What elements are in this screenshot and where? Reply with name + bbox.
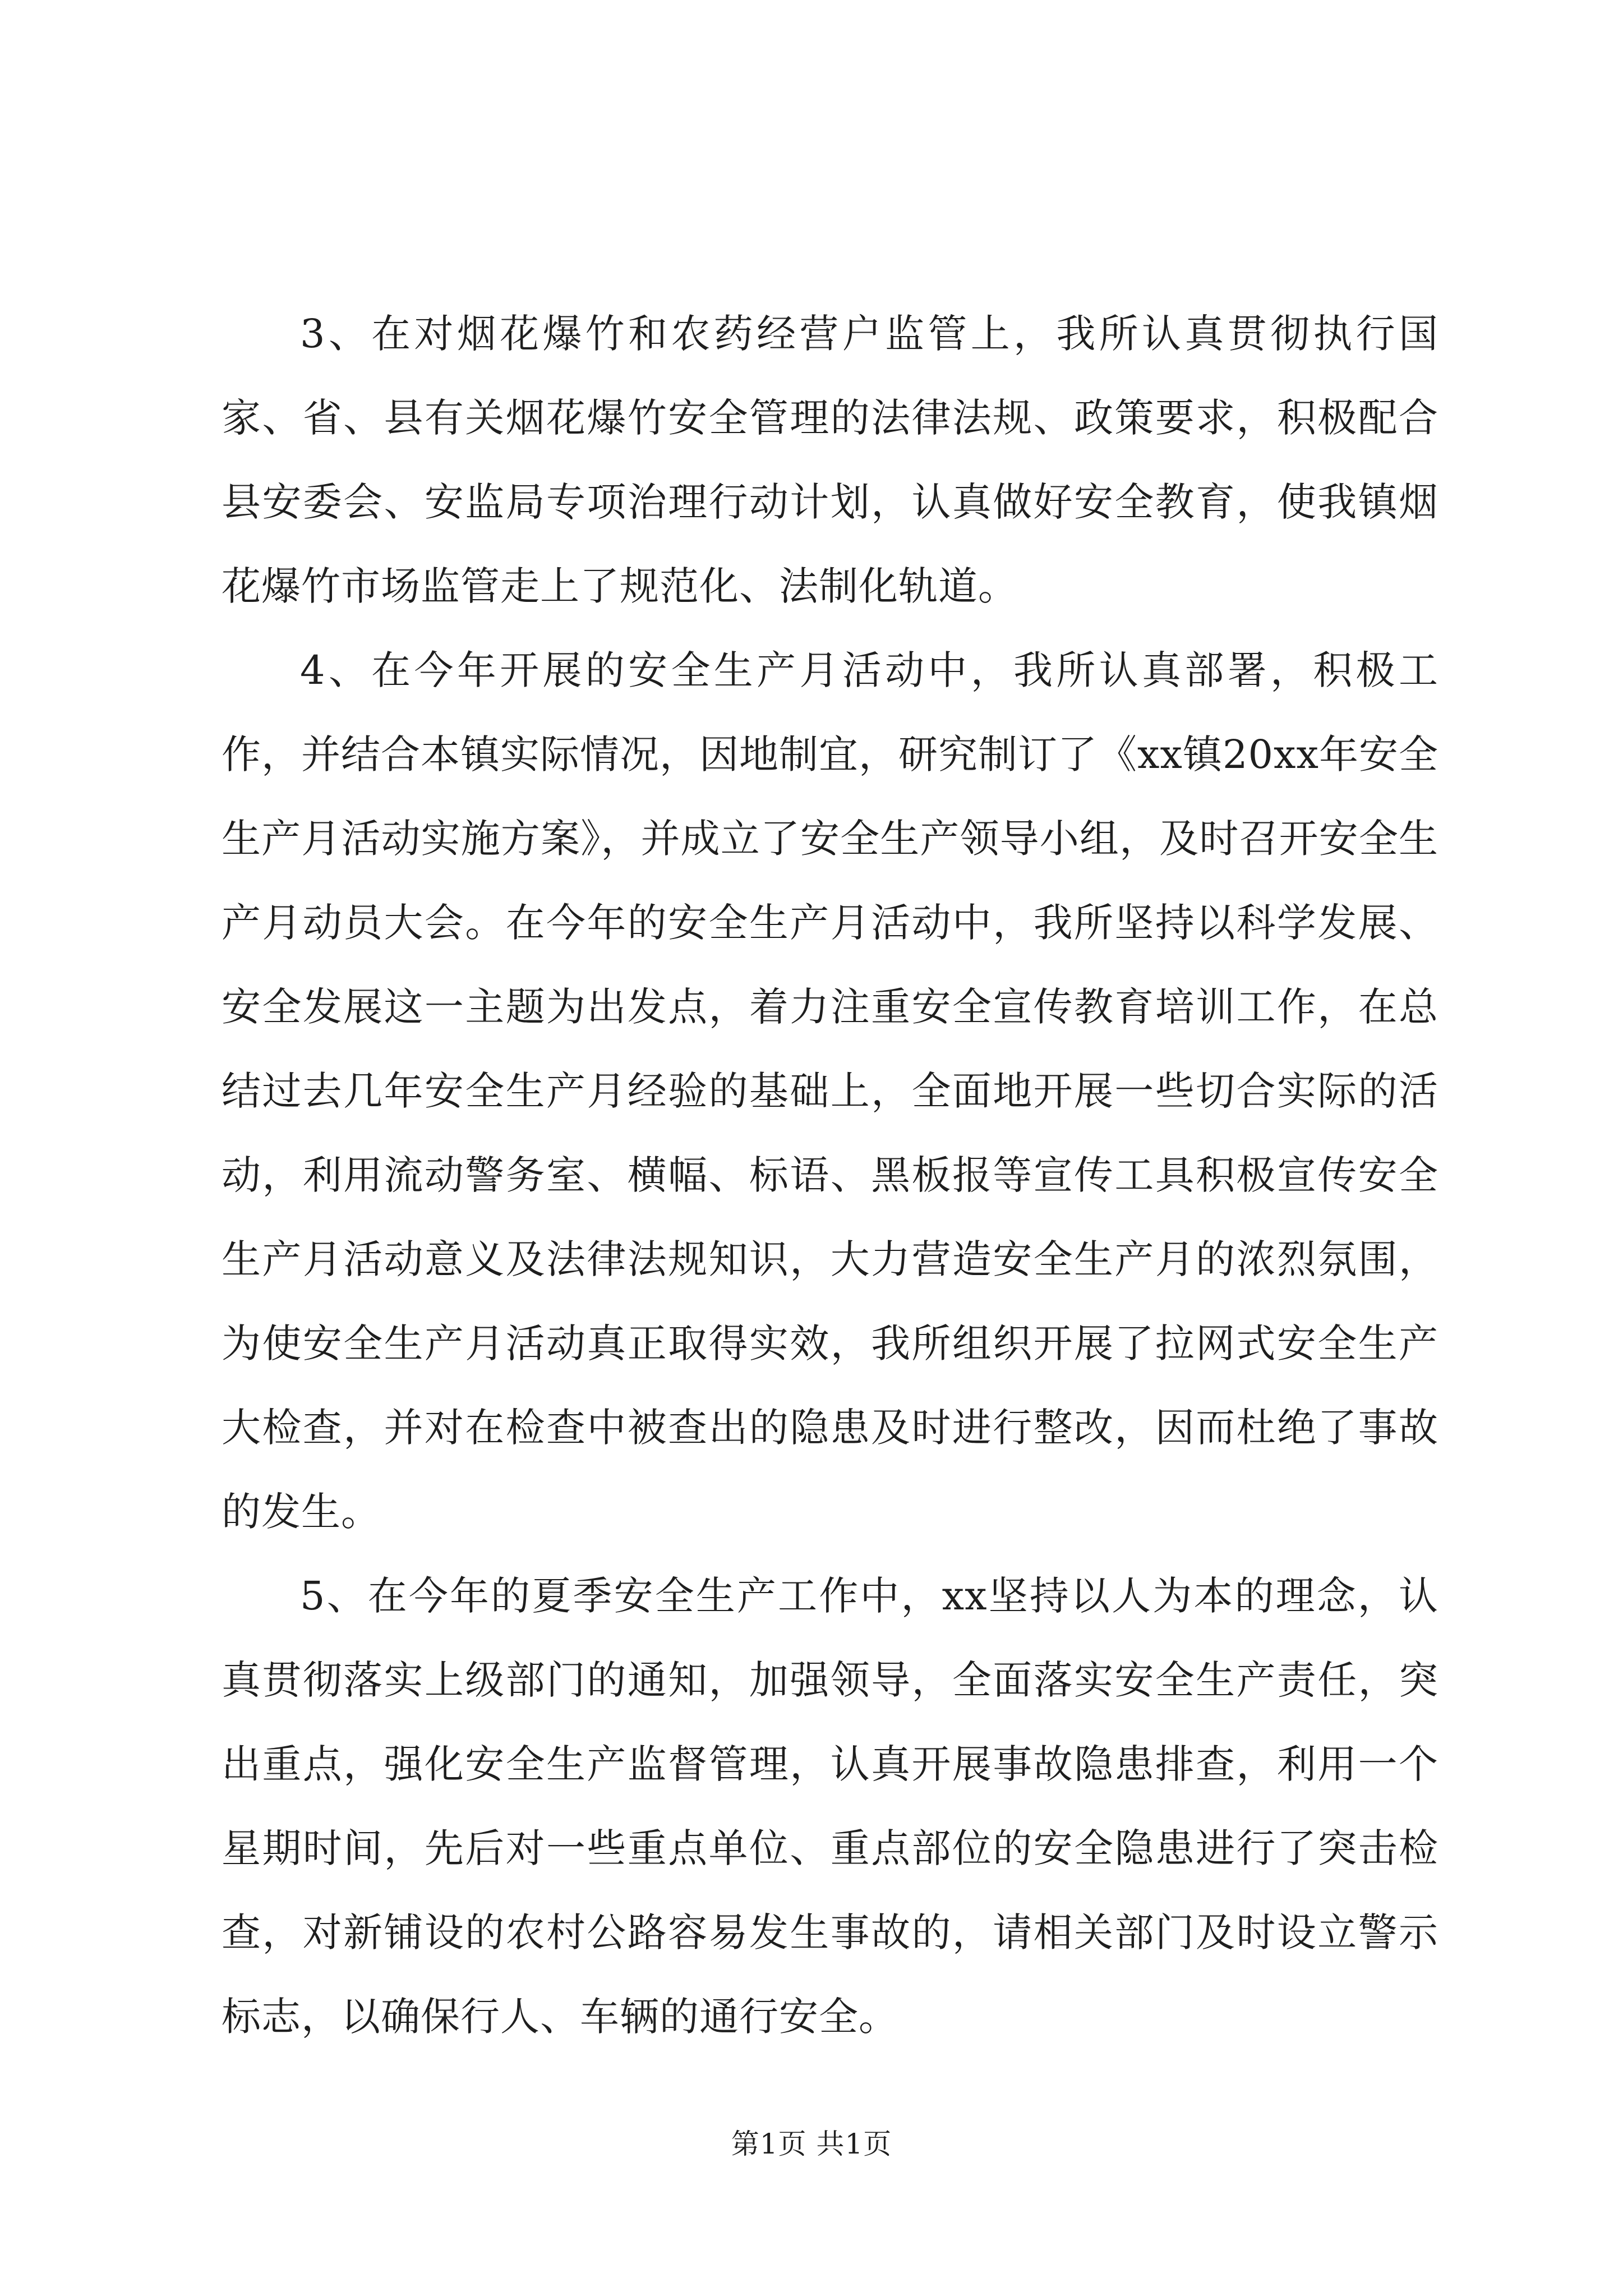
paragraph-item-4: 4、在今年开展的安全生产月活动中，我所认真部署，积极工作，并结合本镇实际情况，因地制宜，研究制订了《xx镇20xx年安全生产月活动实施方案》，并成立了安全生产领导小组，及时召开安全生产月动员大会。在今年的安全生产月活动中，我所坚持以科学发展、安全发展这一主题为出发点，着力注重安全宣传教育培训工作，在总结过去几年安全生产月经验的基础上，全面地开展一些切合实际的活动，利用流动警务室、横幅、标语、黑板报等宣传工具积极宣传安全生产月活动意义及法律法规知识，大力营造安全生产月的浓烈氛围，为使安全生产月活动真正取得实效，我所组织开展了拉网式安全生产大检查，并对在检查中被查出的隐患及时进行整改，因而杜绝了事故的发生。: [222, 647, 1438, 1535]
document-body: [222, 292, 1438, 2059]
page-footer: 第1页 共1页: [731, 2128, 892, 2160]
paragraph-item-3: 3、在对烟花爆竹和农药经营户监管上，我所认真贯彻执行国家、省、县有关烟花爆竹安全管理的法律法规、政策要求，积极配合县安委会、安监局专项治理行动计划，认真做好安全教育，使我镇烟花爆竹市场监管走上了规范化、法制化轨道。: [222, 311, 1438, 609]
paragraph-item-5: 5、在今年的夏季安全生产工作中，xx坚持以人为本的理念，认真贯彻落实上级部门的通知，加强领导，全面落实安全生产责任，突出重点，强化安全生产监督管理，认真开展事故隐患排查，利用一个星期时间，先后对一些重点单位、重点部位的安全隐患进行了突击检查，对新铺设的农村公路容易发生事故的，请相关部门及时设立警示标志，以确保行人、车辆的通行安全。: [222, 1573, 1438, 2040]
